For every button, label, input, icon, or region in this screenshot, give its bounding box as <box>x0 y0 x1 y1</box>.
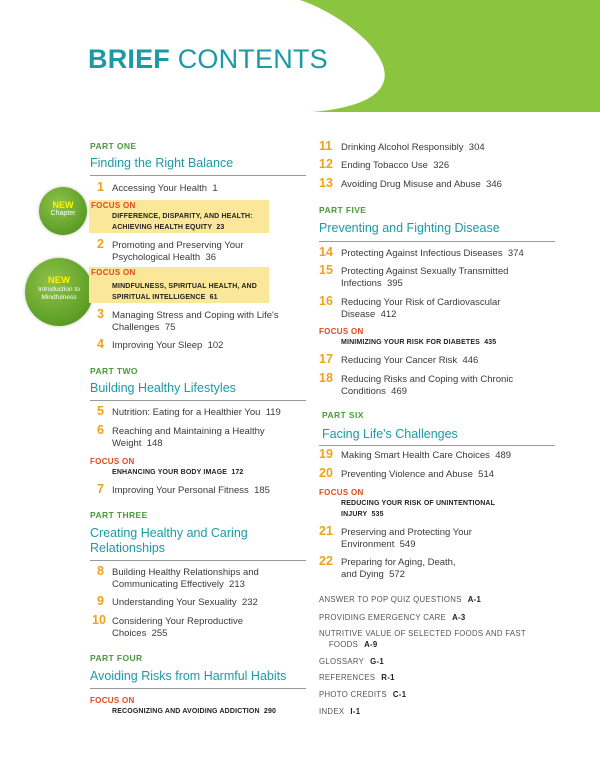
chapter-page: 148 <box>146 438 163 449</box>
back-matter-emergency[interactable]: PROVIDING EMERGENCY CARE A-3 <box>319 613 466 622</box>
chapter-number: 10 <box>92 613 106 627</box>
chapter-number: 11 <box>319 139 333 153</box>
chapter-page: 446 <box>462 355 479 366</box>
chapter-title: Reducing Your Cancer Risk <box>341 355 458 366</box>
chapter-page: 412 <box>380 309 397 320</box>
chapter-title: Avoiding Drug Misuse and Abuse <box>341 179 481 190</box>
divider <box>319 241 555 242</box>
focus-text: MINIMIZING YOUR RISK FOR DIABETES <box>341 339 480 346</box>
part-three-label: PART THREE <box>90 510 148 520</box>
chapter-page: 36 <box>205 252 217 263</box>
focus-on-label: FOCUS ON <box>319 488 364 497</box>
chapter-title: Understanding Your Sexuality <box>112 597 237 608</box>
divider <box>319 445 555 446</box>
chapter-page: 469 <box>391 386 408 397</box>
back-matter-pop-quiz[interactable]: ANSWER TO POP QUIZ QUESTIONS A-1 <box>319 595 482 604</box>
chapter-number: 14 <box>319 245 333 259</box>
chapter-number: 3 <box>97 307 104 321</box>
chapter-page: 255 <box>151 628 168 639</box>
part-five-title: Preventing and Fighting Disease <box>319 221 500 235</box>
focus-page: 61 <box>209 294 218 301</box>
chapter-title: Improving Your Personal Fitness <box>112 485 249 496</box>
focus-item-6[interactable]: REDUCING YOUR RISK OF UNINTENTIONAL INJURY 535 <box>341 500 496 518</box>
back-matter-references[interactable]: REFERENCES R-1 <box>319 673 395 682</box>
chapter-number: 22 <box>319 554 333 568</box>
chapter-number: 20 <box>319 466 333 480</box>
chapter-page: 395 <box>386 278 403 289</box>
focus-page: 435 <box>484 339 497 346</box>
chapter-number: 17 <box>319 352 333 366</box>
focus-on-label: FOCUS ON <box>91 201 136 210</box>
chapter-page: 514 <box>478 469 495 480</box>
chapter-title: Ending Tobacco Use <box>341 160 428 171</box>
page-title: BRIEF CONTENTS <box>88 44 328 74</box>
new-mindfulness-badge <box>25 258 93 326</box>
chapter-title: Nutrition: Eating for a Healthier You <box>112 407 261 418</box>
part-three-title: Creating Healthy and Caring Relationships <box>90 526 248 555</box>
chapter-title: Protecting Against Infectious Diseases <box>341 248 503 259</box>
chapter-page: 1 <box>212 183 218 194</box>
chapter-page: 213 <box>229 579 245 590</box>
part-one-label: PART ONE <box>90 141 137 151</box>
chapter-number: 6 <box>97 423 104 437</box>
focus-page: 23 <box>216 224 225 231</box>
chapter-page: 304 <box>468 142 485 153</box>
chapter-page: 374 <box>507 248 524 259</box>
divider <box>90 688 306 689</box>
part-four-label: PART FOUR <box>90 653 143 663</box>
chapter-title: Improving Your Sleep <box>112 340 203 351</box>
part-six-title: Facing Life's Challenges <box>322 427 458 441</box>
back-matter-index[interactable]: INDEX I-1 <box>319 707 361 716</box>
chapter-number: 21 <box>319 524 333 538</box>
part-two-label: PART TWO <box>90 366 138 376</box>
divider <box>90 400 306 401</box>
focus-on-label: FOCUS ON <box>90 457 135 466</box>
chapter-number: 2 <box>97 237 104 251</box>
badge-caption: Introduction to Mindfulness <box>38 286 80 301</box>
chapter-number: 15 <box>319 263 333 277</box>
focus-page: 535 <box>371 511 384 518</box>
chapter-number: 12 <box>319 157 333 171</box>
focus-item-3[interactable] <box>112 467 243 478</box>
chapter-number: 8 <box>97 564 104 578</box>
part-five-label: PART FIVE <box>319 205 367 215</box>
chapter-number: 5 <box>97 404 104 418</box>
chapter-title: Preventing Violence and Abuse <box>341 469 473 480</box>
focus-on-label: FOCUS ON <box>319 327 364 336</box>
chapter-number: 18 <box>319 371 333 385</box>
chapter-page: 119 <box>265 407 281 418</box>
divider <box>90 560 306 561</box>
divider <box>90 175 306 176</box>
chapter-page: 102 <box>207 340 224 351</box>
part-two-title: Building Healthy Lifestyles <box>90 381 236 395</box>
chapter-number: 4 <box>97 337 104 351</box>
chapter-title: Accessing Your Health <box>112 183 208 194</box>
focus-page: 172 <box>231 469 244 476</box>
focus-item-4[interactable] <box>112 706 276 717</box>
chapter-title: Drinking Alcohol Responsibly <box>341 142 464 153</box>
new-chapter-badge <box>39 187 87 235</box>
chapter-page: 572 <box>389 569 405 580</box>
chapter-page: 489 <box>495 450 512 461</box>
badge-new-label: NEW <box>52 200 74 210</box>
part-one-title: Finding the Right Balance <box>90 156 234 170</box>
chapter-page: 232 <box>241 597 258 608</box>
focus-text: RECOGNIZING AND AVOIDING ADDICTION <box>112 708 260 715</box>
back-matter-nutritive[interactable]: NUTRITIVE VALUE OF SELECTED FOODS AND FAST FOODS A-9 <box>319 629 526 649</box>
chapter-page: 326 <box>433 160 450 171</box>
focus-item-2[interactable]: MINDFULNESS, SPIRITUAL HEALTH, AND SPIRITUAL INTELLIGENCE 61 <box>112 283 257 301</box>
chapter-title: Making Smart Health Care Choices <box>341 450 490 461</box>
focus-on-label: FOCUS ON <box>90 696 135 705</box>
back-matter-photo-credits[interactable]: PHOTO CREDITS C-1 <box>319 690 407 699</box>
focus-on-label: FOCUS ON <box>91 268 136 277</box>
chapter-number: 7 <box>97 482 104 496</box>
chapter-number: 19 <box>319 447 333 461</box>
badge-caption: Chapter <box>50 210 76 217</box>
chapter-number: 13 <box>319 176 333 190</box>
focus-page: 290 <box>263 708 277 715</box>
chapter-page: 549 <box>399 539 416 550</box>
chapter-number: 16 <box>319 294 333 308</box>
focus-text: ENHANCING YOUR BODY IMAGE <box>112 469 228 476</box>
part-six-label: PART SIX <box>322 410 364 420</box>
part-four-title: Avoiding Risks from Harmful Habits <box>90 669 287 683</box>
chapter-page: 185 <box>254 485 270 496</box>
focus-item-5[interactable] <box>341 337 496 348</box>
chapter-page: 346 <box>486 179 502 190</box>
chapter-number: 9 <box>97 594 104 608</box>
chapter-page: 75 <box>164 322 176 333</box>
corner-decoration <box>300 0 600 112</box>
focus-item-1[interactable]: DIFFERENCE, DISPARITY, AND HEALTH: ACHIEVING HEALTH EQUITY 23 <box>112 213 253 231</box>
back-matter-glossary[interactable]: GLOSSARY G-1 <box>319 657 385 666</box>
badge-new-label: NEW <box>47 275 71 286</box>
chapter-number: 1 <box>97 180 104 194</box>
